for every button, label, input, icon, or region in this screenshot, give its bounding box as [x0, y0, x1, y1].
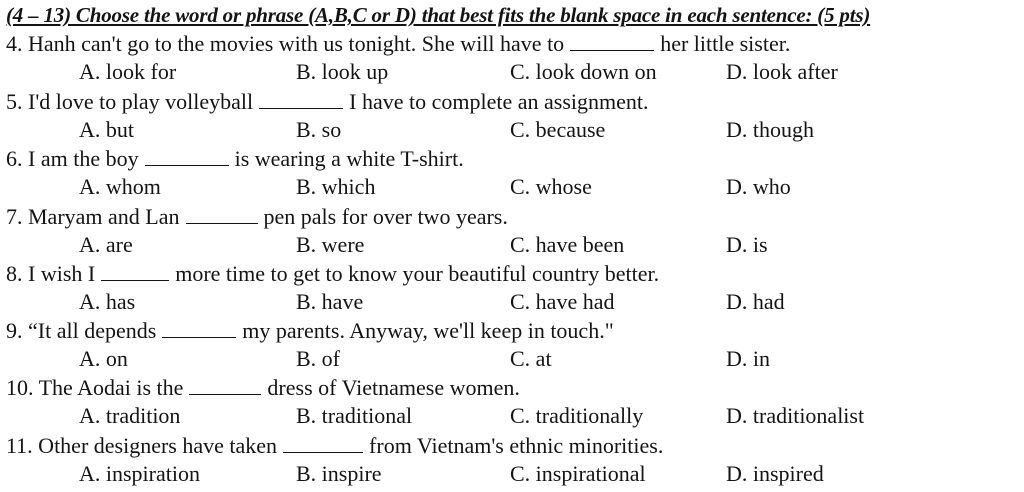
option-c: C. whose	[510, 174, 592, 199]
question-8	[6, 260, 659, 288]
question-text-after: her little sister.	[660, 31, 791, 56]
question-11	[6, 432, 663, 460]
question-text-before: 10. The Aodai is the	[6, 375, 184, 400]
question-text-after: I have to complete an assignment.	[349, 89, 649, 114]
option-d: D. is	[726, 232, 768, 257]
option-b: B. were	[296, 232, 365, 257]
question-4	[6, 30, 790, 58]
option-d: D. look after	[726, 59, 838, 84]
option-b: B. have	[296, 289, 364, 314]
option-a: A. look for	[79, 59, 177, 84]
question-6	[6, 145, 464, 173]
answer-blank	[283, 432, 363, 453]
option-c: C. have been	[510, 232, 625, 257]
question-text-after: is wearing a white T-shirt.	[234, 146, 464, 171]
question-text-before: 8. I wish I	[6, 261, 96, 286]
answer-blank	[145, 145, 229, 166]
option-c: C. look down on	[510, 59, 657, 84]
question-text-before: 4. Hanh can't go to the movies with us tonight. She will have to	[6, 31, 565, 56]
option-d: D. though	[726, 117, 814, 142]
question-text-after: more time to get to know your beautiful country better.	[175, 261, 660, 286]
option-d: D. had	[726, 289, 785, 314]
option-b: B. inspire	[296, 461, 382, 486]
question-text-after: pen pals for over two years.	[263, 204, 508, 229]
option-d: D. who	[726, 174, 791, 199]
answer-blank	[259, 88, 343, 109]
option-a: A. whom	[79, 174, 161, 199]
question-5	[6, 88, 649, 116]
question-text-before: 9. “It all depends	[6, 318, 157, 343]
question-text-after: my parents. Anyway, we'll keep in touch."	[242, 318, 614, 343]
answer-blank	[186, 203, 258, 224]
option-c: C. because	[510, 117, 606, 142]
option-a: A. on	[79, 346, 128, 371]
option-b: B. of	[296, 346, 340, 371]
option-d: D. inspired	[726, 461, 824, 486]
option-a: A. inspiration	[79, 461, 200, 486]
option-d: D. in	[726, 346, 770, 371]
section-header: (4 – 13) Choose the word or phrase (A,B,C or D) that best fits the blank space in each sentence: (5 pts)	[6, 3, 871, 27]
question-7	[6, 203, 508, 231]
option-a: A. are	[79, 232, 133, 257]
option-c: C. inspirational	[510, 461, 646, 486]
question-text-after: dress of Vietnamese women.	[267, 375, 520, 400]
question-text-before: 5. I'd love to play volleyball	[6, 89, 254, 114]
question-text-before: 7. Maryam and Lan	[6, 204, 180, 229]
option-c: C. at	[510, 346, 552, 371]
option-d: D. traditionalist	[726, 403, 865, 428]
option-a: A. has	[79, 289, 136, 314]
answer-blank	[101, 260, 169, 281]
option-b: B. which	[296, 174, 376, 199]
option-b: B. so	[296, 117, 342, 142]
answer-blank	[189, 374, 261, 395]
option-c: C. traditionally	[510, 403, 644, 428]
option-a: A. tradition	[79, 403, 181, 428]
question-10	[6, 374, 520, 402]
question-text-after: from Vietnam's ethnic minorities.	[369, 433, 664, 458]
option-b: B. look up	[296, 59, 389, 84]
option-a: A. but	[79, 117, 134, 142]
question-text-before: 6. I am the boy	[6, 146, 139, 171]
question-text-before: 11. Other designers have taken	[6, 433, 278, 458]
option-b: B. traditional	[296, 403, 413, 428]
question-9	[6, 317, 614, 345]
answer-blank	[162, 317, 236, 338]
option-c: C. have had	[510, 289, 615, 314]
answer-blank	[570, 30, 654, 51]
